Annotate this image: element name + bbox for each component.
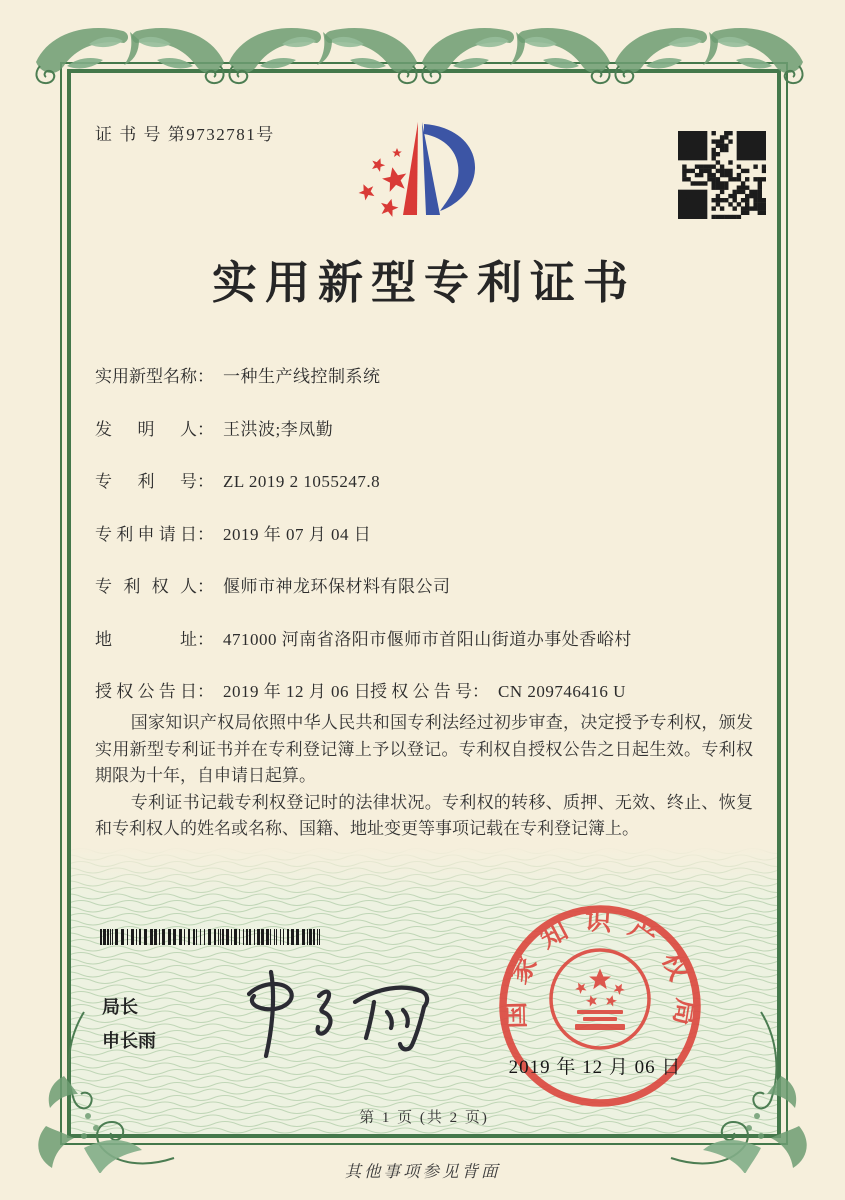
- field-value: 2019 年 07 月 04 日: [223, 524, 372, 544]
- director-title: 局长: [102, 997, 138, 1017]
- certificate-title: 实用新型专利证书: [211, 258, 636, 308]
- field-colon: ：: [472, 682, 489, 701]
- legal-paragraph-1: 国家知识产权局依照中华人民共和国专利法经过初步审查，决定授予专利权，颁发实用新型专利证书并在专利登记簿上予以登记。专利权自授权公告之日起生效。专利权期限为十年，自申请日起算。: [95, 713, 753, 786]
- certificate-number: 证 书 号 第9732781号: [95, 125, 275, 144]
- field-colon: ：: [197, 577, 214, 596]
- field-row-address: [95, 625, 755, 678]
- field-value: 王洪波;李凤勤: [223, 419, 334, 439]
- field-label: 地址: [95, 629, 197, 649]
- field-value: ZL 2019 2 1055247.8: [223, 472, 381, 491]
- field-value: 471000 河南省洛阳市偃师市首阳山街道办事处香峪村: [223, 629, 632, 649]
- seal-emblem-wreath: [551, 950, 649, 1048]
- cnipa-seal-icon: [492, 898, 708, 1114]
- cnipa-patent-logo-icon: [348, 114, 483, 226]
- field-grant-date: [95, 682, 371, 701]
- field-row-patent-number: [95, 467, 755, 520]
- field-colon: ：: [197, 367, 214, 386]
- legal-paragraph-2: 专利证书记载专利权登记时的法律状况。专利权的转移、质押、无效、终止、恢复和专利权人的姓名或名称、国籍、地址变更等事项记载在专利登记簿上。: [95, 792, 753, 839]
- field-grant-number: [370, 677, 626, 702]
- qr-code-icon: [678, 131, 766, 219]
- back-side-note: 其他事项参见背面: [344, 1162, 501, 1181]
- field-label: 实用新型名称: [95, 367, 197, 386]
- field-row-utility-model-name: [95, 362, 755, 415]
- field-colon: ：: [197, 682, 214, 701]
- field-row-patentee: [95, 572, 755, 625]
- field-value: 偃师市神龙环保材料有限公司: [223, 577, 451, 596]
- field-label: 专利申请日: [95, 524, 197, 544]
- field-colon: ：: [197, 472, 214, 491]
- legal-text: [95, 710, 753, 843]
- field-label: 发明人: [95, 419, 197, 439]
- top-scrollwork-ornament: [33, 16, 812, 86]
- field-label: 授权公告日: [95, 682, 197, 701]
- field-label: 专利权人: [95, 577, 197, 596]
- field-colon: ：: [197, 524, 214, 544]
- field-row-filing-date: [95, 520, 755, 573]
- field-row-inventor: [95, 415, 755, 468]
- page-number-footer: 第 1 页 (共 2 页): [359, 1110, 489, 1126]
- field-colon: ：: [197, 629, 214, 649]
- director-signature-icon: [235, 960, 440, 1065]
- seal-text: 国家知识产权局: [499, 904, 703, 1043]
- barcode-icon: [100, 929, 322, 945]
- field-list: [95, 362, 755, 730]
- field-colon: ：: [197, 419, 214, 439]
- field-value: 2019 年 12 月 06 日: [223, 682, 372, 701]
- field-value: CN 209746416 U: [498, 682, 626, 701]
- seal-date: 2019 年 12 月 06 日: [508, 1057, 682, 1078]
- field-label: 专利号: [95, 472, 197, 491]
- director-name: 申长雨: [102, 1031, 156, 1051]
- field-label: 授权公告号: [370, 682, 472, 701]
- field-value: 一种生产线控制系统: [223, 367, 381, 386]
